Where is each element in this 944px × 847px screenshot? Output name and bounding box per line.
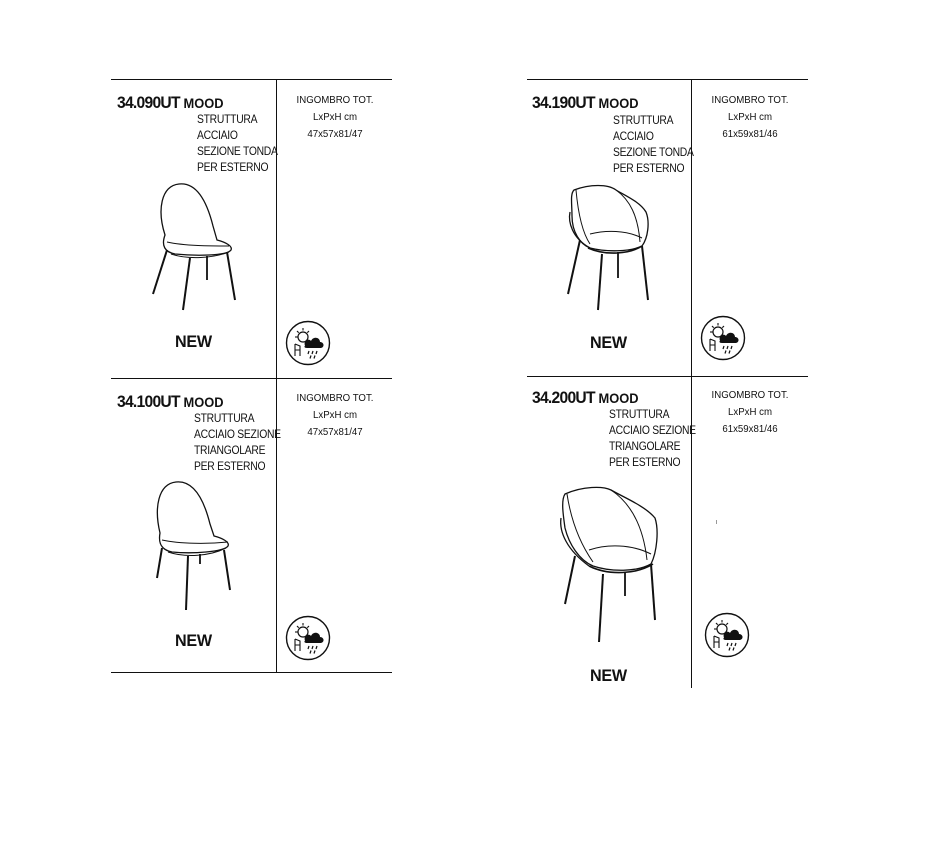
product-code: 34.200UT MOOD xyxy=(532,388,639,407)
armchair-icon xyxy=(560,182,656,312)
product-code: 34.090UT MOOD xyxy=(117,93,224,112)
new-badge: NEW xyxy=(590,666,627,685)
product-description: STRUTTURA ACCIAIO SEZIONE TONDA PER ESTERNO xyxy=(613,115,694,175)
armchair-icon xyxy=(555,484,665,644)
product-dimensions: INGOMBRO TOT. LxPxH cm 61x59x81/46 xyxy=(711,389,789,435)
right-table-top-rule xyxy=(527,79,808,80)
product-description: STRUTTURA ACCIAIO SEZIONE TRIANGOLARE PER ESTERNO xyxy=(194,413,281,473)
outdoor-weather-icon xyxy=(700,315,746,361)
new-badge: NEW xyxy=(175,332,212,351)
left-table-top-rule xyxy=(111,79,392,80)
left-table-middle-rule xyxy=(111,378,392,379)
side-chair-icon xyxy=(145,180,245,312)
product-code: 34.100UT MOOD xyxy=(117,392,224,411)
outdoor-weather-icon xyxy=(704,612,750,658)
side-chair-icon xyxy=(150,478,240,612)
new-badge: NEW xyxy=(590,333,627,352)
product-description: STRUTTURA ACCIAIO SEZIONE TRIANGOLARE PER ESTERNO xyxy=(609,409,696,469)
product-model: MOOD xyxy=(598,390,639,406)
product-model: MOOD xyxy=(183,95,224,111)
outdoor-weather-icon xyxy=(285,320,331,366)
product-model: MOOD xyxy=(598,95,639,111)
product-dimensions: INGOMBRO TOT. LxPxH cm 61x59x81/46 xyxy=(711,94,789,140)
right-table-middle-rule xyxy=(527,376,808,377)
product-dimensions: INGOMBRO TOT. LxPxH cm 47x57x81/47 xyxy=(296,94,374,140)
left-table-bottom-rule xyxy=(111,672,392,673)
product-code: 34.190UT MOOD xyxy=(532,93,639,112)
stray-mark xyxy=(716,520,717,524)
product-model: MOOD xyxy=(183,394,224,410)
outdoor-weather-icon xyxy=(285,615,331,661)
product-description: STRUTTURA ACCIAIO SEZIONE TONDA PER ESTERNO xyxy=(197,114,278,174)
new-badge: NEW xyxy=(175,631,212,650)
product-dimensions: INGOMBRO TOT. LxPxH cm 47x57x81/47 xyxy=(296,392,374,438)
